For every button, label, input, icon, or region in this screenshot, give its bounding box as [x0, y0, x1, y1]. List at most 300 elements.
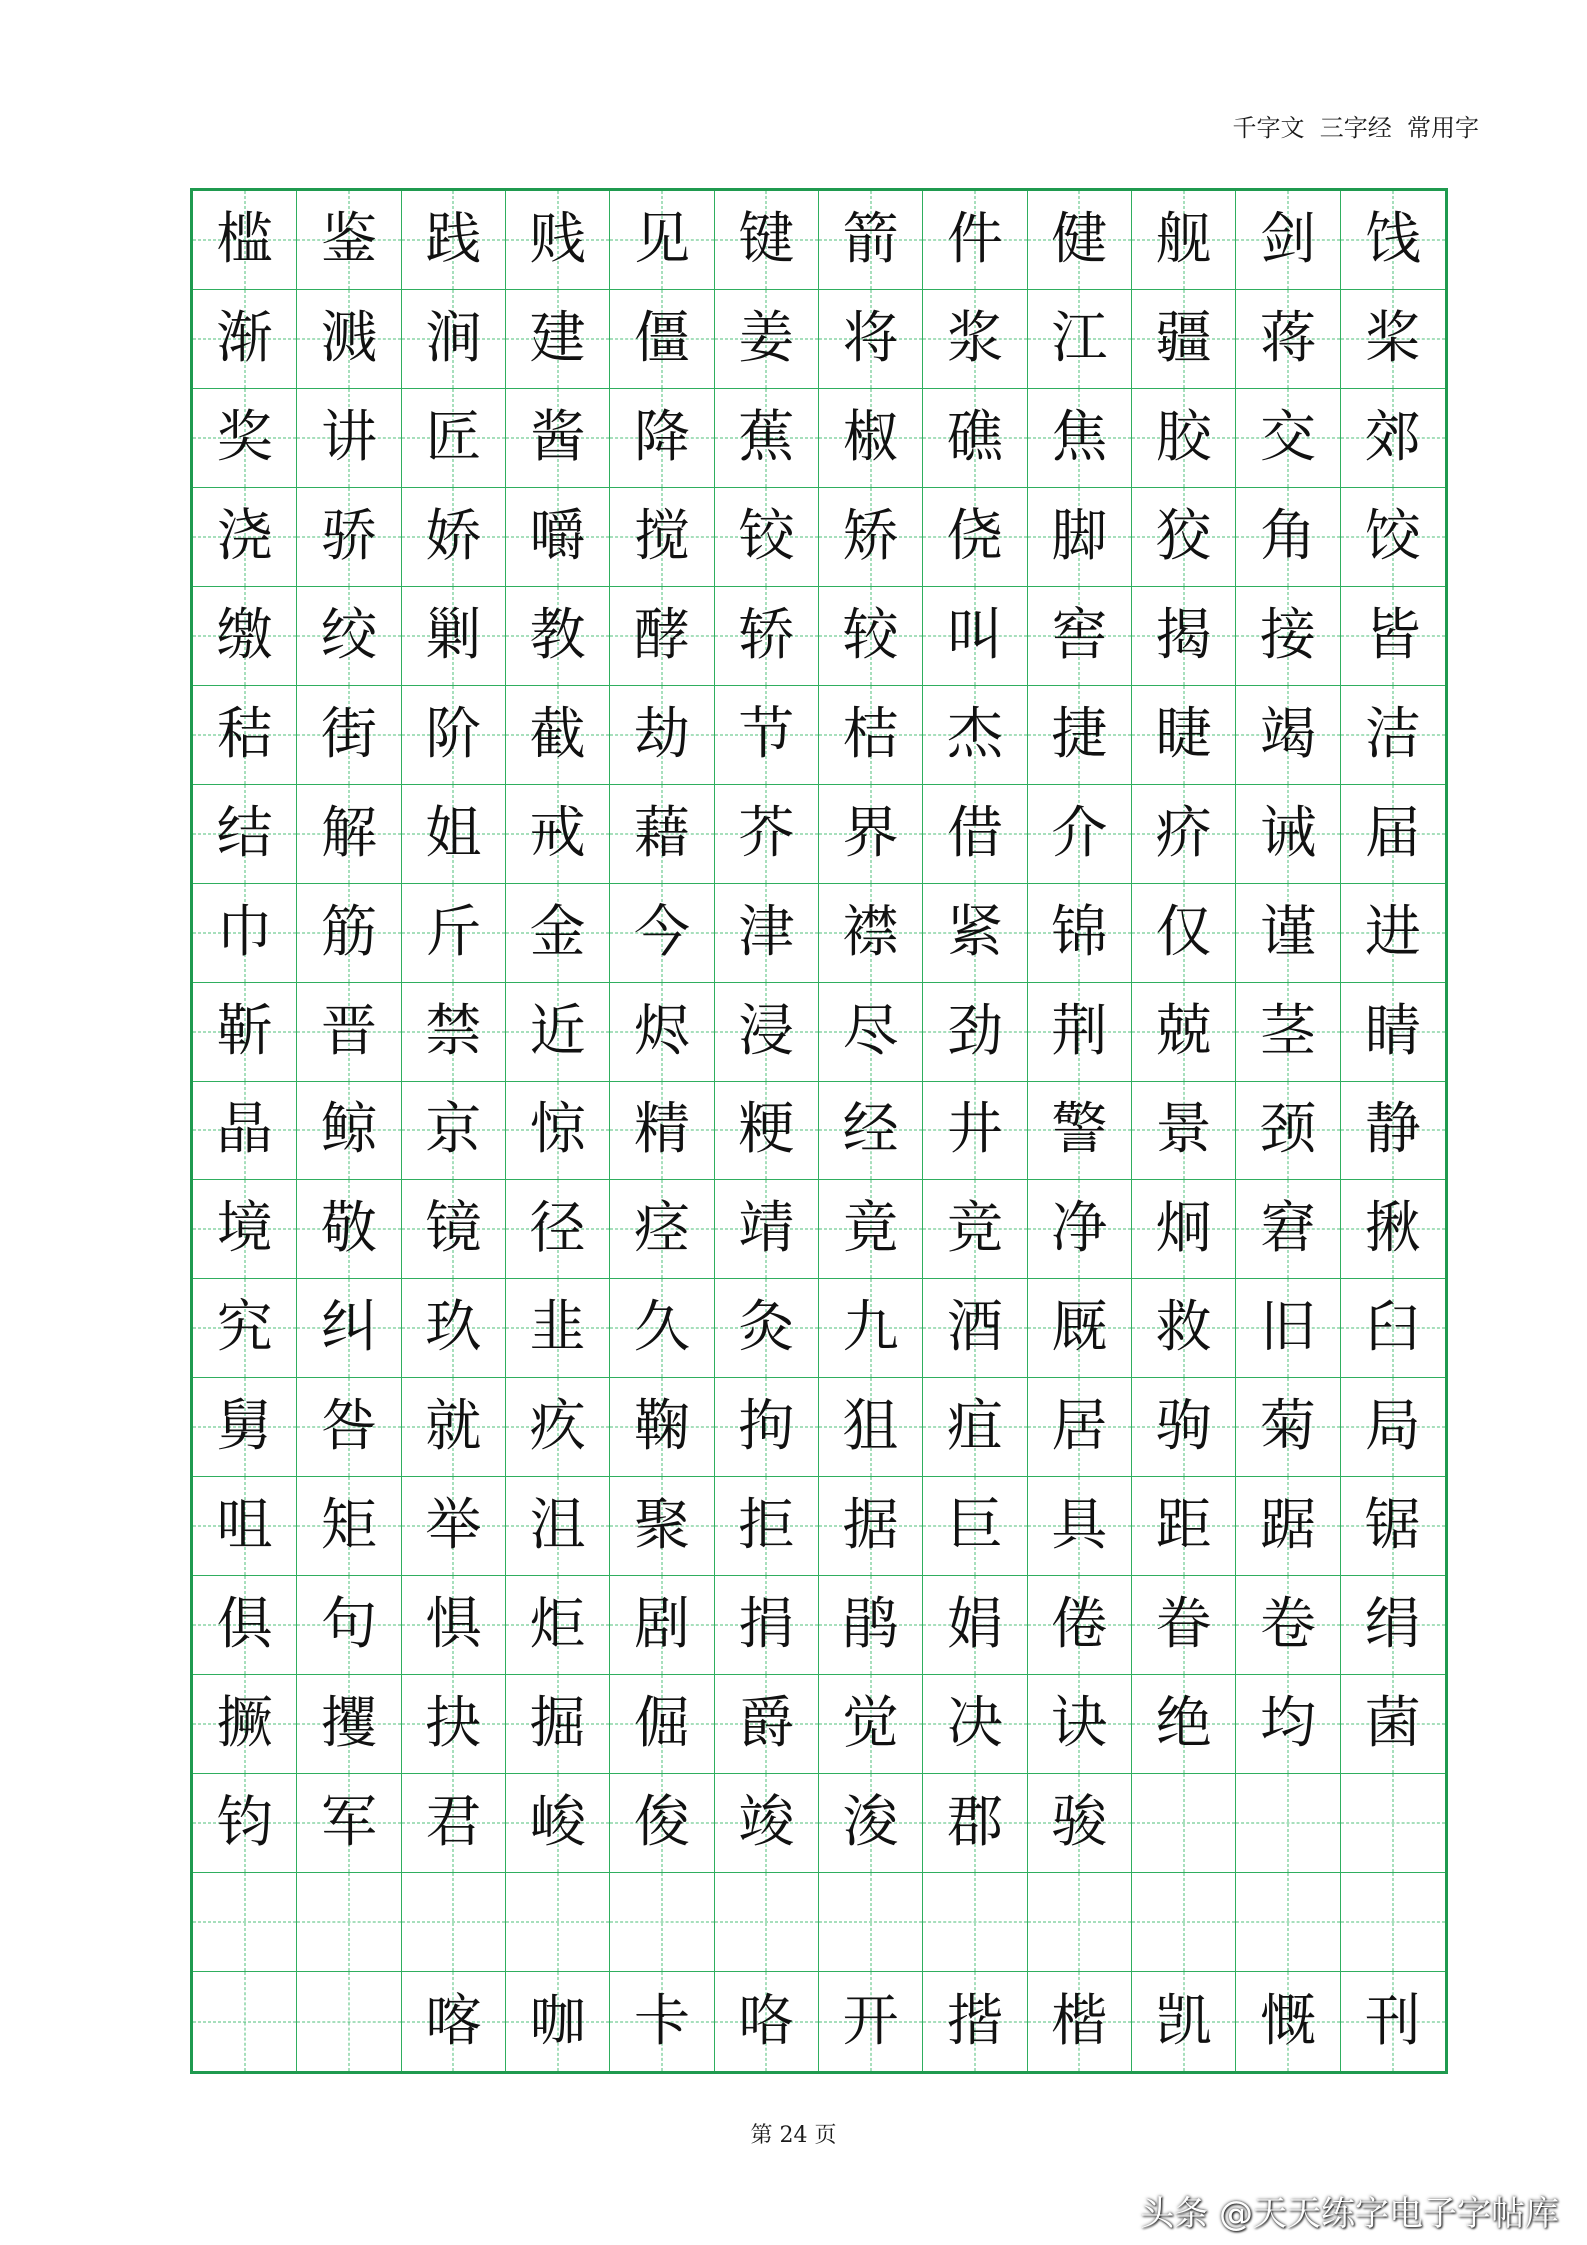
grid-cell	[402, 884, 506, 983]
grid-cell	[1236, 1082, 1340, 1181]
grid-cell	[297, 191, 401, 290]
grid-cell	[297, 290, 401, 389]
grid-cell	[610, 983, 714, 1082]
grid-cell	[402, 389, 506, 488]
character: 睫	[1155, 701, 1212, 767]
grid-cell	[819, 191, 923, 290]
character: 街	[320, 701, 377, 767]
character: 剧	[633, 1592, 690, 1658]
grid-cell	[923, 488, 1027, 587]
character: 菊	[1259, 1394, 1316, 1460]
character: 凯	[1155, 1988, 1212, 2054]
character: 教	[529, 602, 586, 668]
character: 惧	[425, 1592, 482, 1658]
grid-cell	[923, 1774, 1027, 1873]
character: 讲	[320, 404, 377, 470]
grid-cell	[819, 983, 923, 1082]
grid-cell	[193, 983, 297, 1082]
grid-cell	[923, 1279, 1027, 1378]
grid-cell	[1236, 1873, 1340, 1972]
character: 锦	[1051, 899, 1108, 965]
character: 警	[1051, 1097, 1108, 1163]
grid-cell	[402, 1279, 506, 1378]
grid-cell	[819, 488, 923, 587]
grid-cell	[715, 587, 819, 686]
grid-cell	[1028, 1279, 1132, 1378]
grid-cell	[402, 1873, 506, 1972]
grid-cell	[193, 587, 297, 686]
character: 厩	[1051, 1295, 1108, 1361]
grid-cell	[610, 191, 714, 290]
character: 臼	[1364, 1295, 1421, 1361]
grid-cell	[193, 290, 297, 389]
grid-cell	[1341, 1972, 1445, 2071]
character: 蕉	[738, 404, 795, 470]
character: 韭	[529, 1295, 586, 1361]
character: 阶	[425, 701, 482, 767]
grid-cell	[193, 488, 297, 587]
grid-cell	[1132, 1279, 1236, 1378]
character: 解	[320, 800, 377, 866]
character: 咀	[216, 1493, 273, 1559]
grid-cell	[1028, 1378, 1132, 1477]
grid-cell	[402, 488, 506, 587]
grid-cell	[610, 1675, 714, 1774]
character: 贱	[529, 206, 586, 272]
grid-cell	[1028, 290, 1132, 389]
grid-cell	[506, 884, 610, 983]
grid-cell	[923, 686, 1027, 785]
character: 截	[529, 701, 586, 767]
character: 竣	[738, 1790, 795, 1856]
grid-cell	[1236, 1180, 1340, 1279]
character: 届	[1364, 800, 1421, 866]
grid-cell	[610, 1279, 714, 1378]
grid-cell	[193, 389, 297, 488]
grid-cell	[193, 785, 297, 884]
grid-cell	[923, 1180, 1027, 1279]
character: 铰	[738, 503, 795, 569]
grid-cell	[1028, 191, 1132, 290]
character: 结	[216, 800, 273, 866]
grid-cell	[1132, 488, 1236, 587]
grid-cell	[715, 1873, 819, 1972]
grid-cell	[1341, 1180, 1445, 1279]
grid-cell	[923, 290, 1027, 389]
character: 僵	[633, 305, 690, 371]
grid-cell	[1236, 1576, 1340, 1675]
grid-cell	[1341, 785, 1445, 884]
grid-cell	[297, 884, 401, 983]
character: 箭	[842, 206, 899, 272]
grid-cell	[923, 983, 1027, 1082]
grid-cell	[506, 1576, 610, 1675]
grid-cell	[1132, 686, 1236, 785]
grid-cell	[923, 1972, 1027, 2071]
grid-cell	[297, 1477, 401, 1576]
grid-cell	[1341, 1675, 1445, 1774]
character: 兢	[1155, 998, 1212, 1064]
grid-cell	[1028, 1082, 1132, 1181]
grid-cell	[402, 983, 506, 1082]
grid-cell	[610, 488, 714, 587]
character: 劲	[946, 998, 1003, 1064]
character: 矫	[842, 503, 899, 569]
grid-cell	[715, 884, 819, 983]
grid-cell	[506, 488, 610, 587]
grid-cell	[1028, 1180, 1132, 1279]
character: 降	[633, 404, 690, 470]
grid-cell	[297, 587, 401, 686]
character: 矩	[320, 1493, 377, 1559]
grid-cell	[1132, 1972, 1236, 2071]
watermark: 头条 @天天练字电子字帖库	[1140, 2194, 1559, 2234]
grid-cell	[610, 1082, 714, 1181]
grid-cell	[506, 1873, 610, 1972]
character: 酵	[633, 602, 690, 668]
character: 绞	[320, 602, 377, 668]
character: 奖	[216, 404, 273, 470]
grid-cell	[923, 1576, 1027, 1675]
character: 咖	[529, 1988, 586, 2054]
grid-cell	[1132, 1378, 1236, 1477]
grid-cell	[297, 983, 401, 1082]
grid-cell	[402, 1972, 506, 2071]
character: 镜	[425, 1196, 482, 1262]
grid-cell	[1132, 1675, 1236, 1774]
grid-cell	[1341, 191, 1445, 290]
grid-cell	[1132, 1873, 1236, 1972]
character: 礁	[946, 404, 1003, 470]
grid-cell	[715, 389, 819, 488]
character: 久	[633, 1295, 690, 1361]
grid-cell	[1236, 1774, 1340, 1873]
grid-cell	[1028, 1576, 1132, 1675]
character: 井	[946, 1097, 1003, 1163]
grid-cell	[1341, 1774, 1445, 1873]
character: 疚	[529, 1394, 586, 1460]
grid-cell	[193, 1774, 297, 1873]
grid-cell	[1236, 389, 1340, 488]
character: 嚼	[529, 503, 586, 569]
grid-cell	[1236, 1279, 1340, 1378]
character: 烬	[633, 998, 690, 1064]
character: 窘	[1259, 1196, 1316, 1262]
character: 渐	[216, 305, 273, 371]
character: 玖	[425, 1295, 482, 1361]
character: 痉	[633, 1196, 690, 1262]
character: 静	[1364, 1097, 1421, 1163]
character: 就	[425, 1394, 482, 1460]
grid-cell	[715, 1972, 819, 2071]
character: 诀	[1051, 1691, 1108, 1757]
character: 焦	[1051, 404, 1108, 470]
page-number: 第 24 页	[750, 2123, 837, 2148]
character: 军	[320, 1790, 377, 1856]
character: 炯	[1155, 1196, 1212, 1262]
grid-cell	[297, 1378, 401, 1477]
character: 敬	[320, 1196, 377, 1262]
grid-cell	[819, 389, 923, 488]
character: 胶	[1155, 404, 1212, 470]
grid-cell	[402, 1477, 506, 1576]
character: 舅	[216, 1394, 273, 1460]
grid-cell	[610, 1576, 714, 1675]
grid-cell	[819, 1576, 923, 1675]
grid-cell	[1236, 1675, 1340, 1774]
grid-cell	[402, 1576, 506, 1675]
grid-cell	[506, 1082, 610, 1181]
character: 距	[1155, 1493, 1212, 1559]
grid-cell	[193, 686, 297, 785]
grid-cell	[506, 686, 610, 785]
grid-cell	[1341, 983, 1445, 1082]
character: 竞	[946, 1196, 1003, 1262]
character: 救	[1155, 1295, 1212, 1361]
character: 剿	[425, 602, 482, 668]
grid-cell	[1236, 1378, 1340, 1477]
grid-cell	[715, 1774, 819, 1873]
character: 竟	[842, 1196, 899, 1262]
grid-cell	[610, 1477, 714, 1576]
grid-cell	[1236, 884, 1340, 983]
grid-cell	[297, 1279, 401, 1378]
grid-cell	[610, 1972, 714, 2071]
character: 颈	[1259, 1097, 1316, 1163]
character: 居	[1051, 1394, 1108, 1460]
grid-cell	[506, 1477, 610, 1576]
character: 舰	[1155, 206, 1212, 272]
character: 襟	[842, 899, 899, 965]
character: 峻	[529, 1790, 586, 1856]
character: 芥	[738, 800, 795, 866]
character: 洁	[1364, 701, 1421, 767]
character: 姜	[738, 305, 795, 371]
character: 究	[216, 1295, 273, 1361]
character: 椒	[842, 404, 899, 470]
grid-cell	[1341, 1477, 1445, 1576]
character: 交	[1259, 404, 1316, 470]
character: 介	[1051, 800, 1108, 866]
character: 窖	[1051, 602, 1108, 668]
character: 句	[320, 1592, 377, 1658]
character: 饺	[1364, 503, 1421, 569]
character: 疽	[946, 1394, 1003, 1460]
character: 撅	[216, 1691, 273, 1757]
character: 轿	[738, 602, 795, 668]
grid-cell	[923, 884, 1027, 983]
character: 接	[1259, 602, 1316, 668]
grid-cell	[193, 1378, 297, 1477]
character: 纠	[320, 1295, 377, 1361]
grid-cell	[819, 1378, 923, 1477]
grid-cell	[297, 1082, 401, 1181]
grid-cell	[1341, 686, 1445, 785]
character: 界	[842, 800, 899, 866]
character: 靖	[738, 1196, 795, 1262]
character: 桔	[842, 701, 899, 767]
grid-cell	[819, 1873, 923, 1972]
grid-cell	[193, 1180, 297, 1279]
grid-cell	[193, 191, 297, 290]
character: 刊	[1364, 1988, 1421, 2054]
grid-cell	[193, 1675, 297, 1774]
character: 九	[842, 1295, 899, 1361]
grid-cell	[402, 587, 506, 686]
grid-cell	[1236, 785, 1340, 884]
grid-cell	[506, 1972, 610, 2071]
grid-cell	[506, 983, 610, 1082]
grid-cell	[506, 389, 610, 488]
grid-cell	[610, 1774, 714, 1873]
character: 喀	[425, 1988, 482, 2054]
grid-cell	[923, 389, 1027, 488]
grid-cell	[297, 389, 401, 488]
grid-cell	[1341, 587, 1445, 686]
grid-cell	[1028, 884, 1132, 983]
grid-cell	[610, 290, 714, 389]
character: 健	[1051, 206, 1108, 272]
character: 均	[1259, 1691, 1316, 1757]
grid-cell	[402, 1378, 506, 1477]
grid-cell	[402, 785, 506, 884]
grid-cell	[1132, 587, 1236, 686]
practice-grid	[190, 188, 1448, 2074]
grid-cell	[715, 1675, 819, 1774]
character: 酒	[946, 1295, 1003, 1361]
character: 较	[842, 602, 899, 668]
character: 捐	[738, 1592, 795, 1658]
character: 节	[738, 701, 795, 767]
grid-cell	[610, 587, 714, 686]
grid-cell	[715, 686, 819, 785]
character: 开	[842, 1988, 899, 2054]
character: 禁	[425, 998, 482, 1064]
character: 骄	[320, 503, 377, 569]
grid-cell	[1132, 785, 1236, 884]
character: 攫	[320, 1691, 377, 1757]
character: 桨	[1364, 305, 1421, 371]
character: 蒋	[1259, 305, 1316, 371]
character: 揪	[1364, 1196, 1421, 1262]
character: 见	[633, 206, 690, 272]
grid-cell	[923, 1873, 1027, 1972]
character: 紧	[946, 899, 1003, 965]
character: 沮	[529, 1493, 586, 1559]
grid-cell	[610, 1873, 714, 1972]
grid-cell	[1132, 1477, 1236, 1576]
character: 粳	[738, 1097, 795, 1163]
character: 疆	[1155, 305, 1212, 371]
grid-cell	[506, 1774, 610, 1873]
character: 溅	[320, 305, 377, 371]
grid-cell	[1028, 1972, 1132, 2071]
grid-cell	[610, 1378, 714, 1477]
character: 件	[946, 206, 1003, 272]
character: 践	[425, 206, 482, 272]
character: 郊	[1364, 404, 1421, 470]
grid-cell	[1028, 587, 1132, 686]
grid-cell	[1028, 1675, 1132, 1774]
character: 鹃	[842, 1592, 899, 1658]
grid-cell	[715, 488, 819, 587]
grid-cell	[819, 1675, 923, 1774]
character: 津	[738, 899, 795, 965]
character: 绝	[1155, 1691, 1212, 1757]
grid-cell	[193, 1972, 297, 2071]
grid-cell	[402, 1082, 506, 1181]
character: 将	[842, 305, 899, 371]
grid-cell	[715, 983, 819, 1082]
character: 仅	[1155, 899, 1212, 965]
grid-cell	[1028, 785, 1132, 884]
grid-cell	[506, 587, 610, 686]
character: 具	[1051, 1493, 1108, 1559]
grid-cell	[297, 1675, 401, 1774]
grid-cell	[923, 785, 1027, 884]
grid-cell	[715, 1082, 819, 1181]
grid-cell	[193, 1873, 297, 1972]
character: 诫	[1259, 800, 1316, 866]
grid-cell	[1341, 884, 1445, 983]
character: 疥	[1155, 800, 1212, 866]
grid-cell	[402, 686, 506, 785]
character: 尽	[842, 998, 899, 1064]
character: 浇	[216, 503, 273, 569]
character: 君	[425, 1790, 482, 1856]
grid-cell	[402, 1180, 506, 1279]
grid-cell	[715, 191, 819, 290]
grid-cell	[819, 785, 923, 884]
grid-cell	[715, 1477, 819, 1576]
grid-cell	[1236, 488, 1340, 587]
grid-cell	[193, 1576, 297, 1675]
character: 藉	[633, 800, 690, 866]
character: 匠	[425, 404, 482, 470]
character: 饯	[1364, 206, 1421, 272]
grid-cell	[402, 1675, 506, 1774]
character: 旧	[1259, 1295, 1316, 1361]
character: 局	[1364, 1394, 1421, 1460]
grid-cell	[1236, 983, 1340, 1082]
character: 骏	[1051, 1790, 1108, 1856]
grid-cell	[1132, 389, 1236, 488]
character: 叫	[946, 602, 1003, 668]
grid-cell	[610, 686, 714, 785]
grid-cell	[402, 191, 506, 290]
character: 惊	[529, 1097, 586, 1163]
character: 灸	[738, 1295, 795, 1361]
character: 借	[946, 800, 1003, 866]
character: 景	[1155, 1097, 1212, 1163]
grid-cell	[1341, 488, 1445, 587]
grid-cell	[1236, 1972, 1340, 2071]
grid-cell	[506, 1675, 610, 1774]
grid-cell	[1236, 290, 1340, 389]
character: 金	[529, 899, 586, 965]
grid-cell	[819, 884, 923, 983]
character: 进	[1364, 899, 1421, 965]
character: 楷	[1051, 1988, 1108, 2054]
character: 秸	[216, 701, 273, 767]
grid-cell	[297, 1774, 401, 1873]
character: 炬	[529, 1592, 586, 1658]
character: 径	[529, 1196, 586, 1262]
character: 钧	[216, 1790, 273, 1856]
grid-cell	[923, 1082, 1027, 1181]
character: 掘	[529, 1691, 586, 1757]
grid-cell	[193, 1279, 297, 1378]
